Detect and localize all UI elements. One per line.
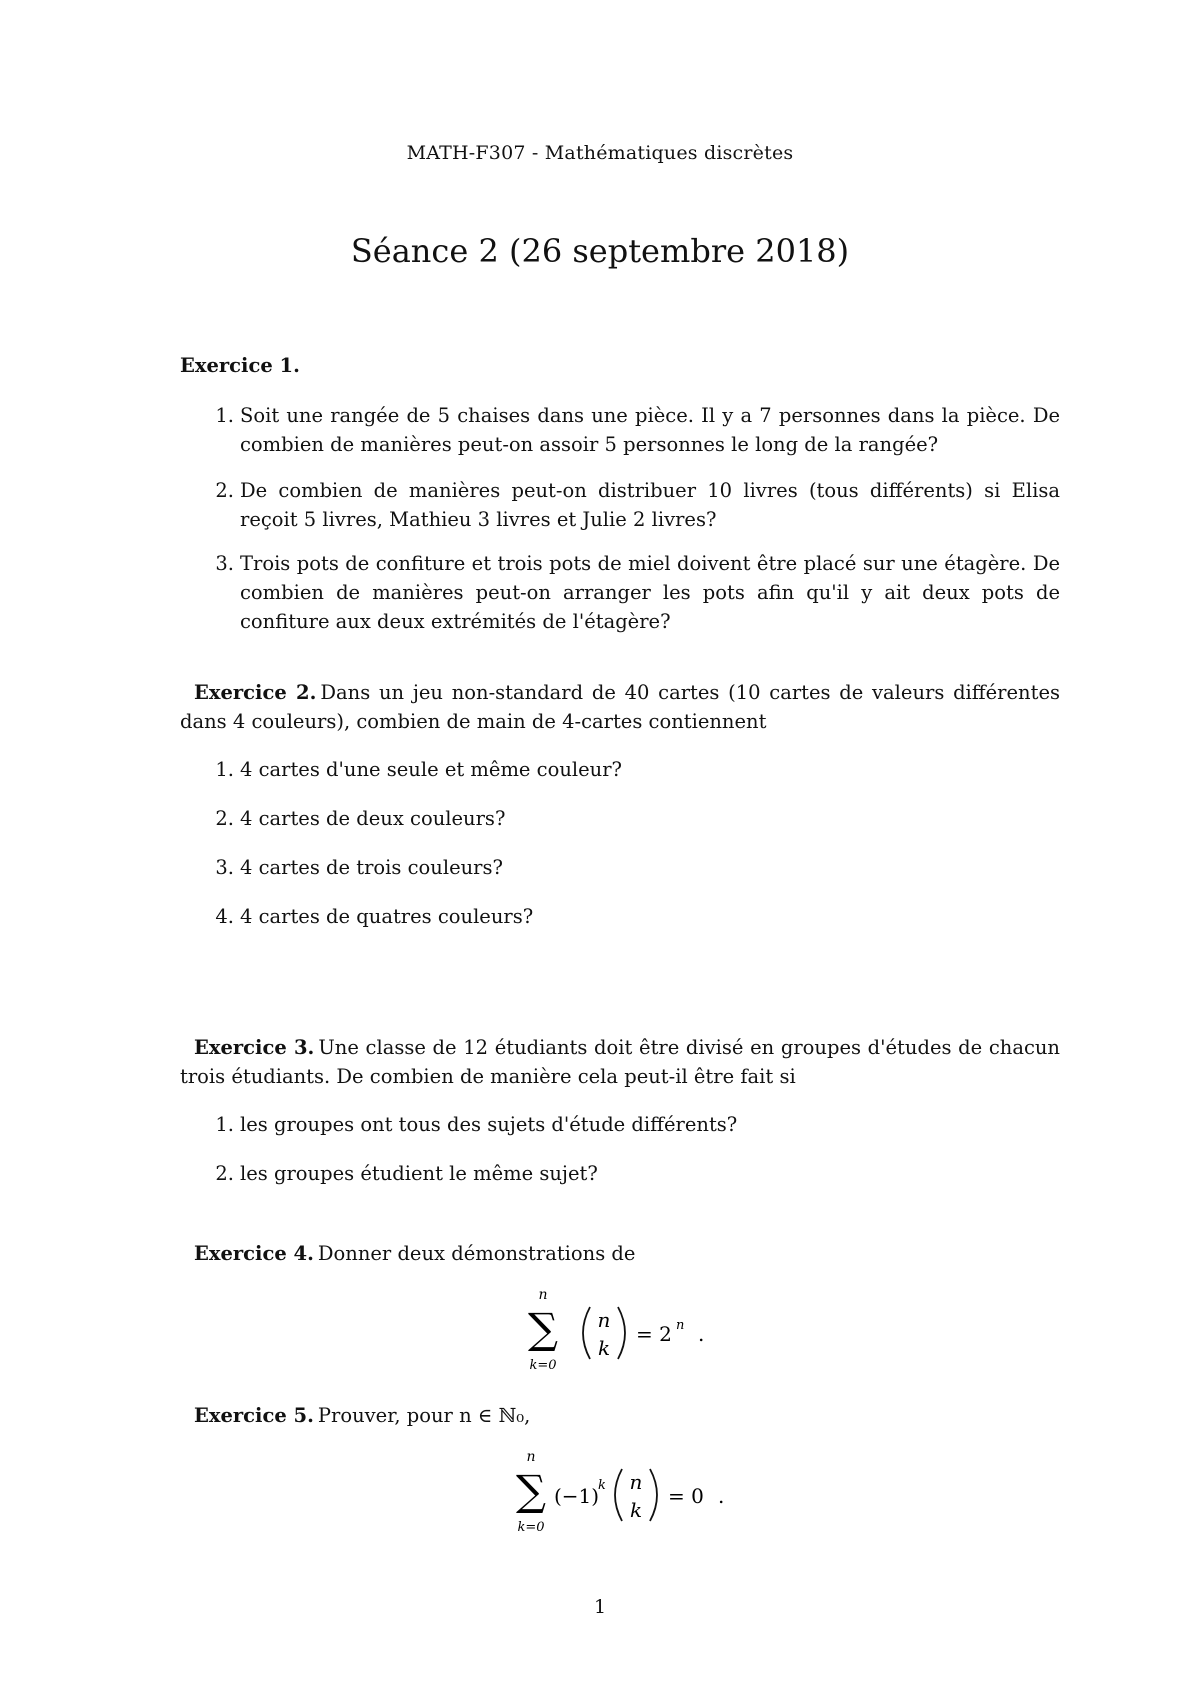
left-paren (583, 1307, 590, 1359)
page-number: 1 (593, 1596, 607, 1618)
sum-symbol: ∑ (516, 1466, 546, 1515)
exercise-1-item-3 (204, 549, 1060, 636)
sum-symbol: ∑ (528, 1304, 558, 1353)
binom-bottom: k (597, 1336, 611, 1360)
exercise-4-formula (0, 1283, 1200, 1383)
item-text: 4 cartes de deux couleurs? (240, 807, 506, 830)
binom-top: n (597, 1308, 611, 1332)
rhs-exponent: n (676, 1318, 685, 1333)
exercise-5-heading: Exercice 5. (194, 1404, 314, 1427)
item-text: Trois pots de confiture et trois pots de miel doivent être placé sur une étagère. De combien de manières peut-on arranger les pots afin qu'il y ait deux pots de confiture aux deux extrémités de l'étagère? (240, 552, 1060, 633)
item-text: 4 cartes de quatres couleurs? (240, 905, 534, 928)
exercise-1-heading: Exercice 1. (180, 354, 300, 377)
exercise-2-item-1 (204, 755, 1060, 784)
exercise-5-text: Prouver, pour n ∈ ℕ₀, (317, 1404, 531, 1427)
rhs: = 2 (636, 1322, 672, 1346)
exercise-2-item-2 (204, 804, 1060, 833)
item-text: 4 cartes d'une seule et même couleur? (240, 758, 623, 781)
exercise-2-item-3 (204, 853, 1060, 882)
item-number: 2. (215, 479, 234, 502)
exercise-3-item-2 (204, 1159, 1060, 1188)
exercise-2-intro (180, 678, 1060, 736)
item-number: 3. (215, 552, 234, 575)
item-text: les groupes étudient le même sujet? (240, 1162, 598, 1185)
page-title: Séance 2 (26 septembre 2018) (350, 232, 850, 270)
exercise-3-item-1 (204, 1110, 1060, 1139)
exercise-2-text: Dans un jeu non-standard de 40 cartes (10 cartes de valeurs différentes dans 4 couleurs), combien de main de 4-cartes contiennent (180, 681, 1060, 733)
item-number: 1. (215, 404, 234, 427)
right-paren (650, 1469, 657, 1521)
binom-top: n (629, 1470, 643, 1494)
sum-upper-limit: n (526, 1449, 536, 1465)
exercise-4-intro (180, 1239, 1060, 1268)
item-number: 2. (215, 1162, 234, 1185)
item-number: 2. (215, 807, 234, 830)
course-title: MATH-F307 - Mathématiques discrètes (406, 142, 794, 164)
item-text: 4 cartes de trois couleurs? (240, 856, 503, 879)
exercise-5-intro (180, 1401, 1060, 1430)
item-text: Soit une rangée de 5 chaises dans une pièce. Il y a 7 personnes dans la pièce. De combien de manières peut-on assoir 5 personnes le long de la rangée? (240, 404, 1060, 456)
exercise-3-text: Une classe de 12 étudiants doit être divisé en groupes d'études de chacun trois étudiants. De combien de manière cela peut-il être fait si (180, 1036, 1060, 1088)
sum-binomial-formula (0, 1283, 1200, 1383)
item-text: De combien de manières peut-on distribuer 10 livres (tous différents) si Elisa reçoit 5 livres, Mathieu 3 livres et Julie 2 livres? (240, 479, 1060, 531)
alternating-sum-formula (0, 1445, 1200, 1545)
item-text: les groupes ont tous des sujets d'étude différents? (240, 1113, 738, 1136)
right-paren (618, 1307, 625, 1359)
item-number: 1. (215, 758, 234, 781)
exercise-3-intro (180, 1033, 1060, 1091)
exercise-2-item-4 (204, 902, 1060, 931)
sum-lower-limit: k=0 (517, 1520, 545, 1535)
item-number: 1. (215, 1113, 234, 1136)
formula-end: . (698, 1322, 705, 1346)
left-paren (615, 1469, 622, 1521)
rhs: = 0 (668, 1484, 704, 1508)
exercise-1-item-2 (204, 476, 1060, 534)
sum-lower-limit: k=0 (529, 1358, 557, 1373)
sign-exponent: k (598, 1478, 606, 1493)
exercise-3-heading: Exercice 3. (194, 1036, 315, 1059)
exercise-5-formula (0, 1445, 1200, 1545)
exercise-4-text: Donner deux démonstrations de (317, 1242, 636, 1265)
item-number: 4. (215, 905, 234, 928)
formula-end: . (718, 1484, 725, 1508)
binom-bottom: k (629, 1498, 643, 1522)
exercise-1-item-1 (204, 401, 1060, 459)
sum-upper-limit: n (538, 1287, 548, 1303)
item-number: 3. (215, 856, 234, 879)
exercise-4-heading: Exercice 4. (194, 1242, 314, 1265)
exercise-2-heading: Exercice 2. (194, 681, 317, 704)
sign-factor: (−1) (554, 1484, 600, 1508)
